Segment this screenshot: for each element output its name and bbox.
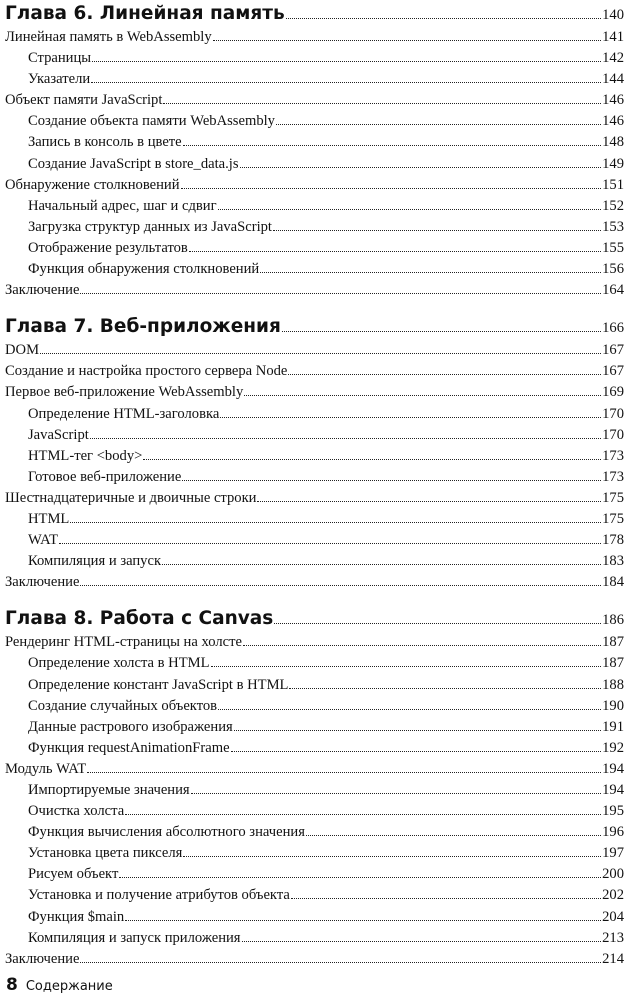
dot-leader [59,543,601,544]
entry-page-number: 204 [602,908,624,925]
toc-subsection-entry[interactable] [5,154,624,175]
entry-title: Шестнадцатеричные и двоичные строки [5,489,257,506]
entry-title: Рисуем объект [28,866,119,883]
entry-page-number: 153 [602,218,624,235]
dot-leader [125,814,601,815]
toc-section-entry[interactable] [5,572,624,593]
toc-subsection-entry[interactable] [5,551,624,572]
entry-title: Установка цвета пикселя [28,845,183,862]
entry-title: Страницы [28,50,92,67]
entry-page-number: 188 [602,676,624,693]
toc-subsection-entry[interactable] [5,885,624,906]
toc-subsection-entry[interactable] [5,780,624,801]
entry-page-number: 194 [602,760,624,777]
toc-section-entry[interactable] [5,90,624,111]
dot-leader [240,167,602,168]
toc-subsection-entry[interactable] [5,446,624,467]
entry-page-number: 164 [602,282,624,299]
entry-title: Компиляция и запуск [28,553,162,570]
entry-title: Первое веб-приложение WebAssembly [5,384,244,401]
entry-page-number: 196 [602,824,624,841]
entry-page-number: 197 [602,845,624,862]
entry-page-number: 175 [602,489,624,506]
dot-leader [181,188,602,189]
entry-title: Запись в консоль в цвете [28,134,182,151]
toc-subsection-entry[interactable] [5,132,624,153]
entry-title: Линейная память в WebAssembly [5,29,212,45]
entry-page-number: 144 [602,71,624,88]
entry-page-number: 146 [602,113,624,130]
entry-title: Определение HTML-заголовка [28,405,220,422]
toc-subsection-entry[interactable] [5,111,624,132]
dot-leader [282,331,601,332]
entry-page-number: 155 [602,239,624,256]
entry-title: HTML-тег <body> [28,447,143,464]
dot-leader [189,251,601,252]
entry-title: Импортируемые значения [28,782,190,798]
toc-subsection-entry[interactable] [5,653,624,674]
entry-title: Функция вычисления абсолютного значения [28,824,305,841]
dot-leader [125,920,601,921]
chapter-heading[interactable] [5,313,624,340]
dot-leader [211,666,602,667]
dot-leader [119,877,601,878]
entry-page-number: 170 [602,426,624,443]
chapter-title: Глава 6. Линейная память [5,3,285,24]
dot-leader [244,395,601,396]
toc-section-entry[interactable] [5,280,624,301]
entry-title: Заключение [5,282,80,299]
entry-title: Очистка холста [28,803,125,820]
entry-title: Определение констант JavaScript в HTML [28,676,289,693]
toc-subsection-entry[interactable] [5,675,624,696]
page-footer [6,975,113,995]
dot-leader [87,772,601,773]
dot-leader [288,374,601,375]
dot-leader [289,688,601,689]
chapter-section [5,313,624,593]
chapter-section [5,0,624,301]
entry-page-number: 195 [602,803,624,820]
dot-leader [70,522,601,523]
entry-page-number: 141 [602,29,624,45]
entry-page-number: 167 [602,363,624,380]
toc-subsection-entry[interactable] [5,69,624,90]
entry-title: Объект памяти JavaScript [5,92,163,109]
entry-page-number: 200 [602,866,624,883]
dot-leader [183,145,601,146]
entry-page-number: 183 [602,553,624,570]
entry-page-number: 169 [602,384,624,401]
entry-title: Модуль WAT [5,760,87,777]
entry-title: Отображение результатов [28,239,188,256]
entry-title: JavaScript [28,426,89,443]
toc-subsection-entry[interactable] [5,822,624,843]
entry-page-number: 175 [602,510,624,527]
entry-page-number: 178 [602,532,624,549]
dot-leader [92,61,601,62]
entry-page-number: 151 [602,176,624,193]
entry-page-number: 190 [602,697,624,714]
dot-leader [143,459,601,460]
dot-leader [163,103,601,104]
toc-subsection-entry[interactable] [5,738,624,759]
toc-subsection-entry[interactable] [5,864,624,885]
toc-subsection-entry[interactable] [5,801,624,822]
entry-title: Определение холста в HTML [28,655,210,672]
page-number: 8 [6,975,18,995]
toc-section-entry[interactable] [5,759,624,780]
entry-title: DOM [5,342,40,359]
entry-title: Готовое веб-приложение [28,468,182,485]
dot-leader [183,856,601,857]
entry-page-number: 191 [602,718,624,735]
dot-leader [40,353,601,354]
dot-leader [80,962,601,963]
chapter-page-number: 140 [602,7,624,23]
toc-section-entry[interactable] [5,340,624,361]
entry-page-number: 184 [602,574,624,591]
dot-leader [213,40,601,41]
entry-title: Функция $main [28,908,125,925]
entry-title: Данные растрового изображения [28,718,233,735]
entry-page-number: 194 [602,782,624,798]
entry-page-number: 156 [602,261,624,278]
entry-page-number: 173 [602,447,624,464]
chapter-title: Глава 7. Веб-приложения [5,316,281,338]
toc-subsection-entry[interactable] [5,48,624,69]
toc-section-entry[interactable] [5,488,624,509]
toc-section-entry[interactable] [5,382,624,403]
entry-title: WAT [28,532,58,549]
toc-subsection-entry[interactable] [5,717,624,738]
chapter-title: Глава 8. Работа с Canvas [5,608,274,630]
dot-leader [80,293,601,294]
toc-subsection-entry[interactable] [5,696,624,717]
entry-page-number: 187 [602,655,624,672]
toc-subsection-entry[interactable] [5,530,624,551]
toc-subsection-entry[interactable] [5,425,624,446]
entry-page-number: 142 [602,50,624,67]
toc-subsection-entry[interactable] [5,509,624,530]
toc-subsection-entry[interactable] [5,404,624,425]
dot-leader [306,835,601,836]
chapter-section [5,605,624,970]
dot-leader [286,18,601,19]
entry-page-number: 149 [602,155,624,172]
toc-subsection-entry[interactable] [5,259,624,280]
dot-leader [80,585,601,586]
dot-leader [234,730,601,731]
entry-page-number: 173 [602,468,624,485]
entry-title: Заключение [5,950,80,967]
chapter-heading[interactable] [5,0,624,27]
dot-leader [242,941,602,942]
dot-leader [274,623,601,624]
entry-page-number: 170 [602,405,624,422]
entry-title: Создание случайных объектов [28,697,218,714]
entry-page-number: 192 [602,739,624,756]
dot-leader [291,898,601,899]
entry-page-number: 187 [602,634,624,651]
dot-leader [231,751,602,752]
entry-title: HTML [28,510,70,527]
toc-subsection-entry[interactable] [5,217,624,238]
entry-title: Создание объекта памяти WebAssembly [28,113,275,130]
toc-section-entry[interactable] [5,361,624,382]
entry-title: Загрузка структур данных из JavaScript [28,218,272,235]
toc-subsection-entry[interactable] [5,928,624,949]
entry-title: Заключение [5,574,80,591]
toc-section-entry[interactable] [5,632,624,653]
toc-subsection-entry[interactable] [5,467,624,488]
entry-title: Рендеринг HTML-страницы на холсте [5,634,242,651]
entry-page-number: 213 [602,929,624,946]
toc-subsection-entry[interactable] [5,907,624,928]
entry-title: Указатели [28,71,91,88]
entry-page-number: 167 [602,342,624,359]
dot-leader [182,480,601,481]
entry-title: Создание и настройка простого сервера Node [5,363,288,380]
dot-leader [191,793,601,794]
chapter-heading[interactable] [5,605,624,632]
toc-section-entry[interactable] [5,949,624,970]
chapter-page-number: 166 [602,320,624,337]
entry-page-number: 152 [602,197,624,214]
dot-leader [218,209,602,210]
dot-leader [91,82,601,83]
entry-title: Обнаружение столкновений [5,176,180,193]
entry-title: Компиляция и запуск приложения [28,929,241,946]
dot-leader [243,645,601,646]
chapter-page-number: 186 [602,612,624,629]
dot-leader [162,564,601,565]
dot-leader [276,124,601,125]
entry-title: Установка и получение атрибутов объекта [28,887,290,904]
toc-section-entry[interactable] [5,175,624,196]
entry-page-number: 214 [602,950,624,967]
running-header-label: Содержание [25,979,113,994]
dot-leader [273,230,601,231]
table-of-contents [5,0,624,982]
dot-leader [218,709,601,710]
toc-section-entry[interactable] [5,27,624,48]
dot-leader [257,501,601,502]
entry-title: Функция requestAnimationFrame [28,739,230,756]
entry-title: Функция обнаружения столкновений [28,261,260,278]
entry-title: Создание JavaScript в store_data.js [28,155,239,172]
toc-subsection-entry[interactable] [5,196,624,217]
entry-page-number: 146 [602,92,624,109]
entry-page-number: 148 [602,134,624,151]
dot-leader [220,417,601,418]
dot-leader [260,272,601,273]
entry-title: Начальный адрес, шаг и сдвиг [28,197,217,214]
dot-leader [90,438,601,439]
toc-subsection-entry[interactable] [5,843,624,864]
entry-page-number: 202 [602,887,624,904]
toc-subsection-entry[interactable] [5,238,624,259]
